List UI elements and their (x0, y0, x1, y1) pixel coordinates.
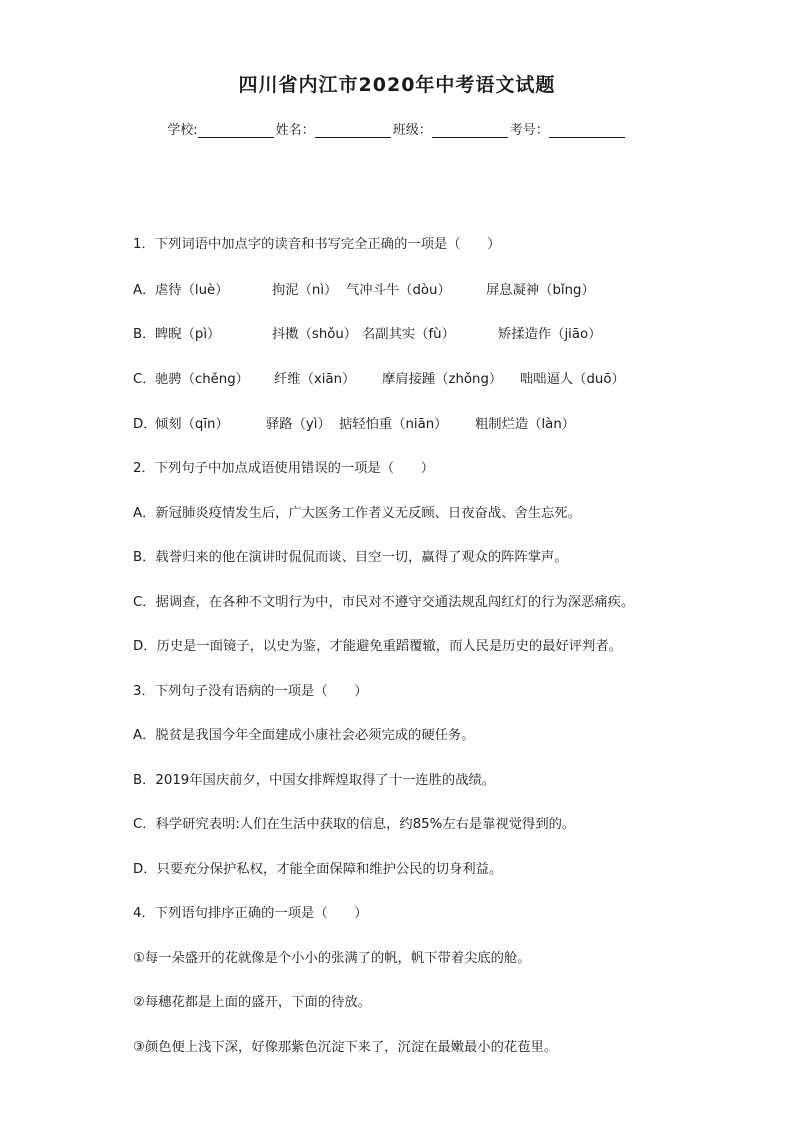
q2-option-b: B．载誉归来的他在演讲时侃侃而谈、目空一切，赢得了观众的阵阵掌声。 (133, 550, 568, 565)
option-item: 气冲斗牛（dòu） (346, 283, 451, 298)
q3-stem: 3．下列句子没有语病的一项是（ ） (133, 684, 368, 699)
q1-stem: 1．下列词语中加点字的读音和书写完全正确的一项是（ ） (133, 237, 501, 252)
option-item: 粗制烂造（làn） (475, 417, 576, 432)
q2-option-c: C．据调查，在各种不文明行为中，市民对不遵守交通法规乱闯红灯的行为深恶痛疾。 (133, 595, 635, 610)
exam-no-blank[interactable] (549, 123, 625, 138)
option-item: 摩肩接踵（zhǒng） (382, 372, 503, 387)
option-label: B． (133, 327, 156, 342)
q3-option-b: B．2019年国庆前夕，中国女排辉煌取得了十一连胜的战绩。 (133, 773, 496, 788)
class-blank[interactable] (432, 123, 508, 138)
name-label: 姓名： (275, 123, 315, 138)
option-label: A． (133, 283, 156, 298)
exam-no-label: 考号： (509, 123, 549, 138)
option-item: 屏息凝神（bǐng） (486, 283, 595, 298)
option-item: 倾刻（qīn） (155, 417, 229, 432)
q3-option-d: D．只要充分保护私权，才能全面保障和维护公民的切身利益。 (133, 862, 503, 877)
option-item: 拘泥（nì） (272, 283, 338, 298)
option-label: D． (133, 417, 157, 432)
option-item: 驰骋（chěng） (155, 372, 249, 387)
q2-option-d: D．历史是一面镜子，以史为鉴，才能避免重蹈覆辙，而人民是历史的最好评判者。 (133, 639, 622, 654)
q4-sentence-1: ①每一朵盛开的花就像是个小小的张满了的帆，帆下带着尖底的舱。 (133, 951, 531, 966)
q4-sentence-3: ③颜色便上浅下深，好像那紫色沉淀下来了，沉淀在最嫩最小的花苞里。 (133, 1040, 558, 1055)
school-blank[interactable] (198, 123, 274, 138)
q4-stem: 4．下列语句排序正确的一项是（ ） (133, 906, 368, 921)
q2-stem: 2．下列句子中加点成语使用错误的一项是（ ） (133, 461, 434, 476)
option-item: 驿路（yì） (266, 417, 331, 432)
option-item: 抖擞（shǒu） (272, 327, 358, 342)
q4-sentence-2: ②每穗花都是上面的盛开，下面的待放。 (133, 995, 371, 1010)
option-item: 咄咄逼人（duō） (520, 372, 625, 387)
q3-option-c: C．科学研究表明:人们在生活中获取的信息，约85%左右是靠视觉得到的。 (133, 817, 576, 832)
name-field (276, 119, 393, 138)
q3-option-a: A．脱贫是我国今年全面建成小康社会必须完成的硬任务。 (133, 728, 475, 743)
option-item: 睥睨（pì） (155, 327, 221, 342)
option-item: 矫揉造作（jiāo） (498, 327, 602, 342)
student-info-row (0, 119, 794, 138)
option-item: 纤维（xiān） (274, 372, 356, 387)
class-field (393, 119, 510, 138)
q2-option-a: A．新冠肺炎疫情发生后，广大医务工作者义无反顾、日夜奋战、舍生忘死。 (133, 506, 581, 521)
school-label: 学校: (167, 123, 198, 138)
class-label: 班级： (392, 123, 432, 138)
name-blank[interactable] (315, 123, 391, 138)
school-field (167, 119, 275, 138)
option-item: 虐待（luè） (155, 283, 229, 298)
option-item: 名副其实（fù） (362, 327, 455, 342)
page-title: 四川省内江市2020年中考语文试题 (238, 74, 556, 96)
option-label: C． (133, 372, 156, 387)
option-item: 掂轻怕重（niān） (339, 417, 448, 432)
exam-no-field (510, 119, 627, 138)
